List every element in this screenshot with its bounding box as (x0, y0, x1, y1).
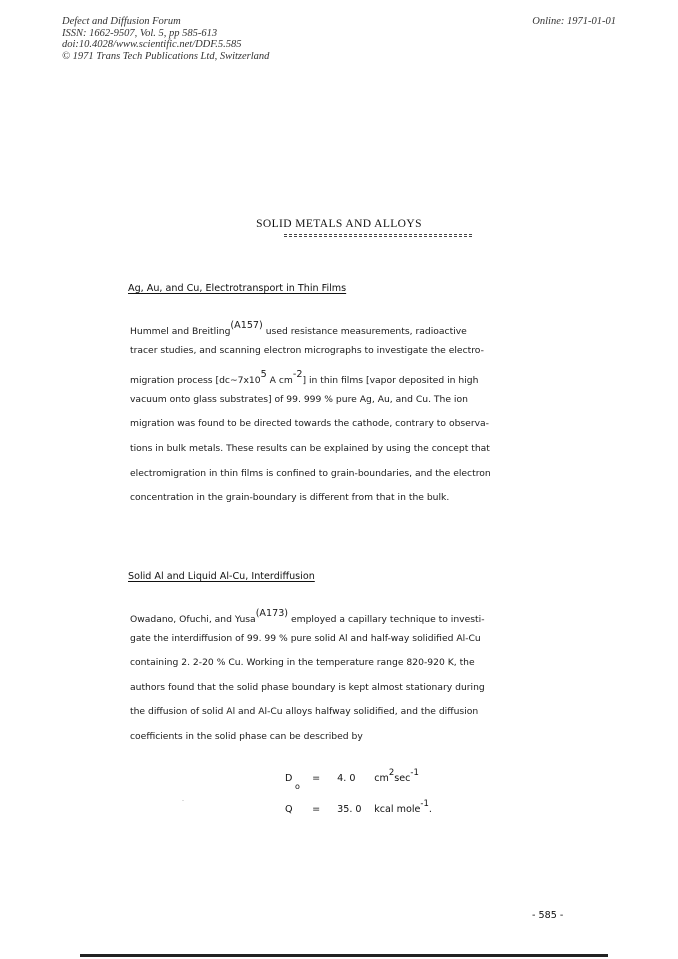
text-line: containing 2. 2-20 % Cu. Working in the temperature range 820-920 K, the (130, 657, 475, 669)
period: . (428, 804, 432, 815)
superscript: -1 (420, 799, 429, 809)
copyright-line: © 1971 Trans Tech Publications Ltd, Switzerland (62, 50, 270, 62)
text-line: authors found that the solid phase boundary is kept almost stationary during (130, 681, 485, 693)
journal-name: Defect and Diffusion Forum (62, 16, 181, 27)
section1-heading: Ag, Au, and Cu, Electrotransport in Thin Films (128, 283, 347, 294)
text-line: tracer studies, and scanning electron micrographs to investigate the electro- (130, 344, 484, 356)
title-underline-rule (284, 234, 472, 237)
citation-ref: (A173) (255, 608, 289, 619)
text-span: ] in thin films [vapor deposited in high (302, 375, 479, 387)
eq-symbol (285, 773, 309, 791)
text-line (130, 602, 580, 627)
online-date: Online: 1971-01-01 (532, 16, 616, 27)
citation-ref: (A157) (230, 320, 263, 331)
equals-sign: = (312, 804, 321, 815)
section2-paragraph (130, 602, 580, 750)
bottom-page-rule (80, 954, 608, 957)
unit-text: kcal mole (374, 804, 421, 815)
subscript: o (295, 782, 300, 791)
eq-unit (374, 799, 432, 815)
superscript: -2 (292, 369, 303, 381)
text-line (130, 363, 580, 388)
scan-speck (182, 800, 184, 801)
text-line: migration was found to be directed towards the cathode, contrary to observa- (130, 418, 489, 430)
text-line: the diffusion of solid Al and Al-Cu alloys halfway solidified, and the diffusion (130, 706, 479, 718)
text-line: tions in bulk metals. These results can be explained by using the concept that (130, 442, 490, 454)
eq-value: 35. 0 (337, 804, 362, 815)
text-span: Owadano, Ofuchi, and Yusa (130, 614, 256, 625)
eq-value: 4. 0 (337, 773, 356, 784)
unit-text: sec (394, 773, 411, 784)
journal-header (62, 16, 269, 62)
page-number: - 585 - (532, 910, 564, 921)
page-title: SOLID METALS AND ALLOYS (256, 218, 422, 230)
symbol-text: D (285, 773, 293, 784)
superscript: -1 (410, 768, 419, 778)
superscript: 2 (388, 768, 395, 778)
superscript: 5 (260, 369, 267, 381)
section2-heading: Solid Al and Liquid Al-Cu, Interdiffusion (128, 571, 315, 582)
text-line: electromigration in thin films is confined to grain-boundaries, and the electron (130, 467, 491, 479)
text-span: migration process [dc~7x10 (130, 375, 261, 387)
text-line (130, 314, 580, 339)
equals-sign: = (312, 773, 321, 784)
eq-unit (374, 768, 419, 784)
text-span: Hummel and Breitling (130, 326, 231, 337)
text-line: coefficients in the solid phase can be described by (130, 730, 363, 742)
equation-q (285, 799, 432, 815)
text-line: concentration in the grain-boundary is different from that in the bulk. (130, 492, 450, 504)
doi-link[interactable]: doi:10.4028/www.scientific.net/DDF.5.585 (62, 39, 242, 50)
eq-symbol: Q (285, 804, 293, 815)
issn-line: ISSN: 1662-9507, Vol. 5, pp 585-613 (62, 27, 218, 39)
unit-text: cm (374, 773, 389, 784)
text-line: vacuum onto glass substrates] of 99. 999 % pure Ag, Au, and Cu. The ion (130, 393, 468, 405)
equation-d0 (285, 768, 419, 791)
text-span: A cm (266, 375, 293, 387)
text-line: gate the interdiffusion of 99. 99 % pure solid Al and half-way solidified Al-Cu (130, 632, 481, 644)
text-span: used resistance measurements, radioactive (262, 326, 467, 337)
section1-paragraph (130, 314, 580, 511)
text-span: employed a capillary technique to investi- (288, 614, 485, 625)
